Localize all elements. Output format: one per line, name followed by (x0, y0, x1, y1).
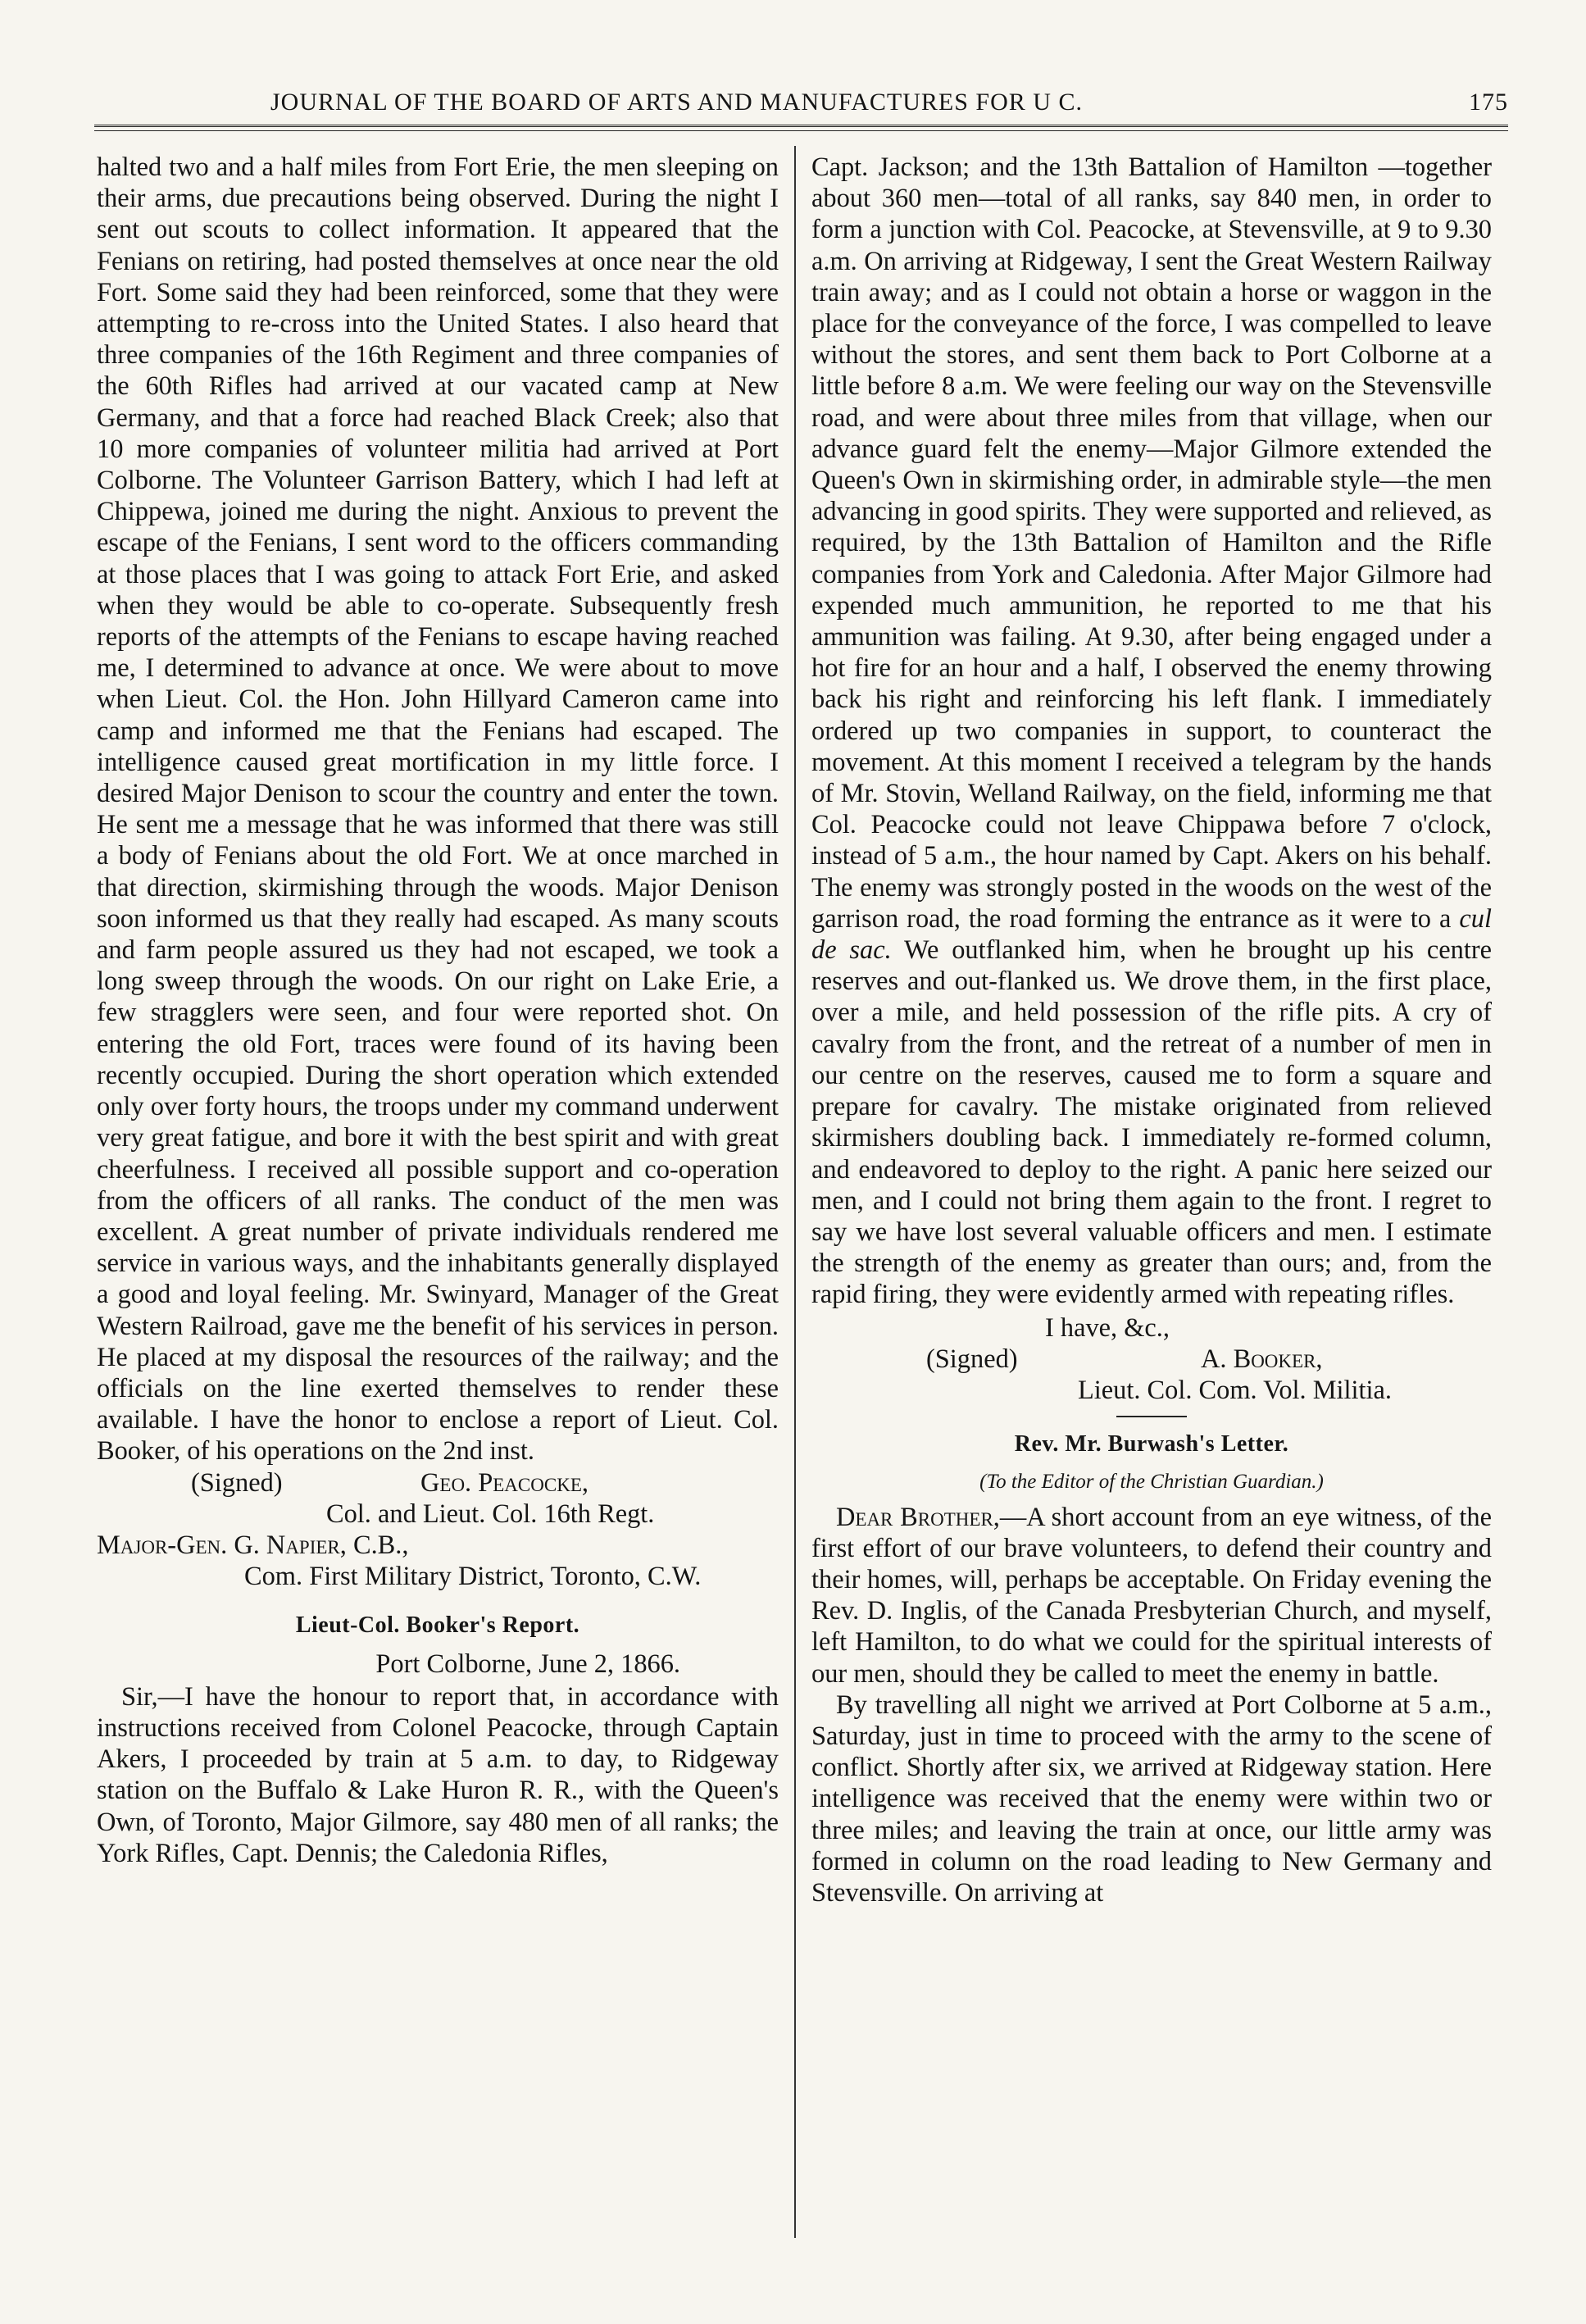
booker-report-continued (811, 152, 1492, 1311)
journal-title: JOURNAL OF THE BOARD OF ARTS AND MANUFACTURES FOR U C. (270, 89, 1083, 116)
burwash-letter-heading: Rev. Mr. Burwash's Letter. (1014, 1431, 1289, 1458)
header-rule (94, 125, 1508, 131)
peacocke-report-body: halted two and a half miles from Fort Erie, the men sleeping on their arms, due precautions being observed. During the night I sent out scouts to collect information. It appeared that the Fenians on retiring, had posted themselves at once near the old Fort. Some said they had been reinforced, some that they were attempting to re-cross into the United States. I also heard that three companies of the 16th Regiment and three companies of the 60th Rifles had arrived at our vacated camp at New Germany, and that a force had reached Black Creek; also that 10 more companies of volunteer militia had arrived at Port Colborne. The Volunteer Garrison Battery, which I had left at Chippewa, joined me during the night. Anxious to prevent the escape of the Fenians, I sent word to the officers commanding at those places that I was going to attack Fort Erie, and asked when they would be able to co-operate. Subsequently fresh reports of the attempts of the Fenians to escape having reached me, I determined to advance at once. We were about to move when Lieut. Col. the Hon. John Hillyard Cameron came into camp and informed me that the Fenians had escaped. The intelligence caused great mortification in my little force. I desired Major Denison to scour the country and enter the town. He sent me a message that he was informed that there was still a body of Fenians about the old Fort. We at once marched in that direction, skirmishing through the woods. Major Denison soon informed us that they really had escaped. As many scouts and farm people assured us they had not escaped, we took a long sweep through the woods. On our right on Lake Erie, a few stragglers were seen, and four were reported shot. On entering the old Fort, traces were found of its having been recently occupied. During the short operation which extended only over forty hours, the troops under my command underwent very great fatigue, and bore it with the best spirit and with great cheerfulness. I received all possible support and co-operation from the officers of all ranks. The conduct of the men was excellent. A great number of private individuals rendered me service in various ways, and the inhabitants generally displayed a good and loyal feeling. Mr. Swinyard, Manager of the Great Western Railroad, gave me the benefit of his services in person. He placed at my disposal the resources of the railway; and the officials on the line exerted themselves to render these available. I have the honor to enclose a report of Lieut. Col. Booker, of his operations on the 2nd inst. (97, 152, 779, 1467)
column-divider (794, 146, 796, 2238)
signatory-title: Lieut. Col. Com. Vol. Militia. (1078, 1375, 1393, 1405)
report-dateline: Port Colborne, June 2, 1866. (375, 1649, 680, 1679)
booker-report-heading: Lieut-Col. Booker's Report. (295, 1612, 580, 1639)
booker-signature (811, 1312, 1492, 1407)
signatory-title: Col. and Lieut. Col. 16th Regt. (326, 1499, 655, 1529)
addressee: Major-Gen. G. Napier, C.B., (97, 1530, 409, 1560)
signatory-name: A. Booker, (1201, 1344, 1323, 1374)
left-column (97, 152, 779, 2234)
letter-subheading: (To the Editor of the Christian Guardian.) (979, 1471, 1324, 1494)
booker-report-body: Sir,—I have the honour to report that, in accordance with instructions received from Colonel Peacocke, through Captain Akers, I proceeded by train at 5 a.m. to day, to Ridgeway station on the Buffalo & Lake Huron R. R., with the Queen's Own, of Toronto, Major Gilmore, say 480 men of all ranks; the York Rifles, Capt. Dennis; the Caledonia Rifles, (97, 1681, 779, 1868)
section-rule (1116, 1416, 1187, 1417)
letter-paragraph-1 (811, 1502, 1492, 1690)
closing-line: I have, &c., (1045, 1312, 1170, 1343)
signed-label: (Signed) (926, 1344, 1018, 1374)
right-column (811, 152, 1492, 2234)
addressee-title: Com. First Military District, Toronto, C.W. (244, 1562, 702, 1592)
signatory-name: Geo. Peacocke, (420, 1467, 589, 1498)
running-head (98, 82, 1508, 123)
booker-report-text-a: Capt. Jackson; and the 13th Battalion of Hamilton —together about 360 men—total of all ranks, say 840 men, in order to form a junction with Col. Peacocke, at Stevensville, at 9 to 9.30 a.m. On arriving at Ridgeway, I sent the Great Western Railway train away; and as I could not obtain a horse or waggon in the place for the conveyance of the force, I was compelled to leave without the stores, and sent them back to Port Colborne at a little before 8 a.m. We were feeling our way on the Stevensville road, and were about three miles from that village, when our advance guard felt the enemy—Major Gilmore extended the Queen's Own in skirmishing order, in admirable style—the men advancing in good spirits. They were supported and relieved, as required, by the 13th Battalion of Hamilton and the Rifle companies from York and Caledonia. After Major Gilmore had expended much ammunition, he reported to me that his ammunition was failing. At 9.30, after being engaged under a hot fire for an hour and a half, I observed the enemy throwing back his right and reinforcing his left flank. I immediately ordered up two companies in support, to counteract the movement. At this moment I received a telegram by the hands of Mr. Stovin, Welland Railway, on the field, informing me that Col. Peacocke could not leave Chippawa before 7 o'clock, instead of 5 a.m., the hour named by Capt. Akers on his behalf. The enemy was strongly posted in the woods on the west of the garrison road, the road forming the entrance as it were to a (811, 152, 1492, 934)
page-number: 175 (1469, 89, 1508, 116)
booker-report-text-b: We outflanked him, when he brought up his centre reserves and out-flanked us. We drove them, in the first place, over a mile, and held possession of the rifle pits. A cry of cavalry from the front, and the retreat of a number of men in our centre on the reserves, caused me to form a square and prepare for cavalry. The mistake originated from relieved skirmishers doubling back. I immediately re-formed column, and endeavored to deploy to the right. A panic here seized our men, and I could not bring them again to the front. I regret to say we have lost several valuable officers and men. I estimate the strength of the enemy as greater than ours; and, from the rapid firing, they were evidently armed with repeating rifles. (811, 935, 1493, 1310)
signed-label: (Signed) (191, 1467, 283, 1498)
salutation: Dear Brother, (836, 1502, 1000, 1532)
letter-paragraph-1-text: —A short account from an eye witness, of the first effort of our brave volunteers, to defend their country and their homes, will, perhaps be acceptable. On Friday evening the Rev. D. Inglis, of the Canada Presbyterian Church, and myself, left Hamilton, to do what we could for the spiritual interests of our men, should they be called to meet the enemy in battle. (811, 1502, 1492, 1689)
signature-line (811, 1344, 1492, 1375)
peacocke-signature (97, 1467, 779, 1499)
letter-paragraph-2: By travelling all night we arrived at Port Colborne at 5 a.m., Saturday, just in time to proceed with the army to the scene of conflict. Shortly after six, we arrived at Ridgeway station. Here intelligence was received that the enemy were within two or three miles; and leaving the train at once, our little army was formed in column on the road leading to New Germany and Stevensville. On arriving at (811, 1690, 1492, 1908)
cul-de-sac-phrase: cul de sac. (811, 903, 1492, 966)
